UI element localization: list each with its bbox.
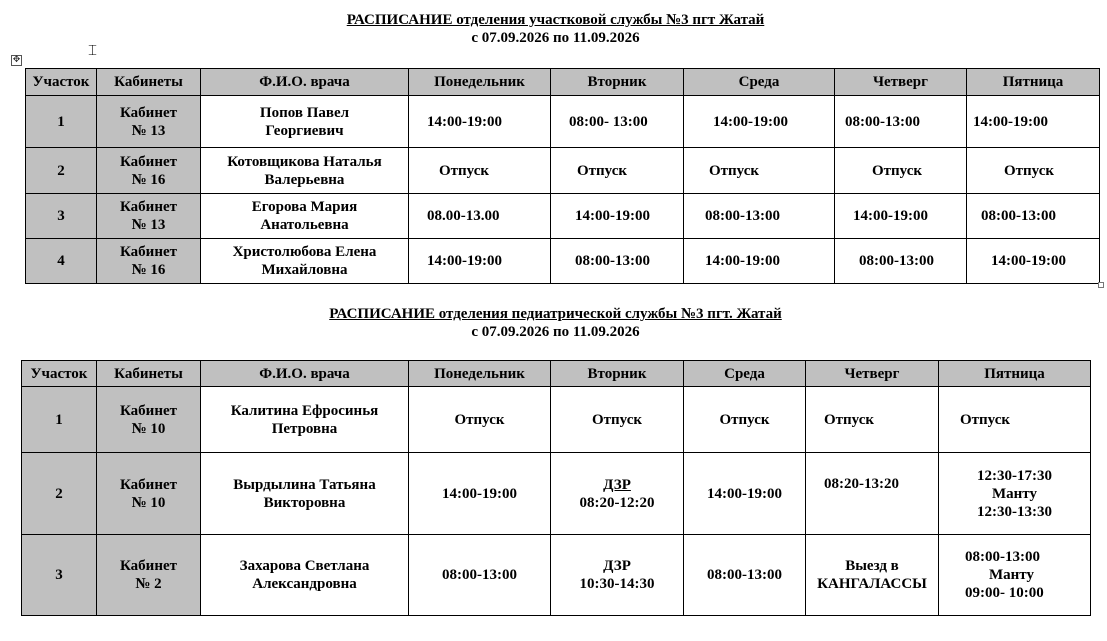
- header-doctor: Ф.И.О. врача: [201, 361, 409, 387]
- table-resize-handle-icon[interactable]: [1098, 282, 1104, 288]
- doctor-cell: Котовщикова Наталья Валерьевна: [201, 148, 409, 194]
- schedule1-title-block: [2, 11, 1107, 47]
- site-cell: 2: [22, 453, 97, 535]
- table-row: [22, 387, 1091, 453]
- monday-cell: 14:00-19:00: [409, 453, 551, 535]
- table-header-row: [22, 361, 1091, 387]
- room-cell: Кабинет № 2: [97, 535, 201, 616]
- doctor-cell: Христолюбова Елена Михайловна: [201, 239, 409, 284]
- header-monday: Понедельник: [409, 69, 551, 96]
- wednesday-cell: 08:00-13:00: [684, 535, 806, 616]
- table-row: [26, 148, 1100, 194]
- wednesday-cell: 14:00-19:00: [684, 96, 835, 148]
- doctor-cell: Калитина Ефросинья Петровна: [201, 387, 409, 453]
- tuesday-cell: Отпуск: [551, 387, 684, 453]
- doctor-cell: Захарова Светлана Александровна: [201, 535, 409, 616]
- friday-cell: 08:00-13:00 Манту 09:00- 10:00: [939, 535, 1091, 616]
- tuesday-cell: 08:00-13:00: [551, 239, 684, 284]
- header-thursday: Четверг: [835, 69, 967, 96]
- thursday-cell: 08:00-13:00: [835, 239, 967, 284]
- text-cursor-icon: ⌶: [88, 41, 98, 59]
- doctor-cell: Вырдылина Татьяна Викторовна: [201, 453, 409, 535]
- header-monday: Понедельник: [409, 361, 551, 387]
- schedule1-table: [25, 68, 1100, 284]
- table-row: [22, 535, 1091, 616]
- room-cell: Кабинет № 13: [97, 194, 201, 239]
- monday-cell: 14:00-19:00: [409, 96, 551, 148]
- header-rooms: Кабинеты: [97, 69, 201, 96]
- header-tuesday: Вторник: [551, 361, 684, 387]
- header-friday: Пятница: [939, 361, 1091, 387]
- doctor-cell: Попов Павел Георгиевич: [201, 96, 409, 148]
- friday-cell: 14:00-19:00: [967, 239, 1100, 284]
- monday-cell: Отпуск: [409, 387, 551, 453]
- header-site: Участок: [22, 361, 97, 387]
- header-thursday: Четверг: [806, 361, 939, 387]
- thursday-cell: 14:00-19:00: [835, 194, 967, 239]
- thursday-cell: 08:00-13:00: [835, 96, 967, 148]
- site-cell: 2: [26, 148, 97, 194]
- friday-cell: Отпуск: [967, 148, 1100, 194]
- header-doctor: Ф.И.О. врача: [201, 69, 409, 96]
- table-row: [26, 239, 1100, 284]
- tuesday-cell: ДЗР 10:30-14:30: [551, 535, 684, 616]
- wednesday-cell: Отпуск: [684, 387, 806, 453]
- doctor-cell: Егорова Мария Анатольевна: [201, 194, 409, 239]
- site-cell: 3: [26, 194, 97, 239]
- monday-cell: 08:00-13:00: [409, 535, 551, 616]
- table-header-row: [26, 69, 1100, 96]
- tuesday-cell: Отпуск: [551, 148, 684, 194]
- header-tuesday: Вторник: [551, 69, 684, 96]
- header-wednesday: Среда: [684, 361, 806, 387]
- schedule2-title: РАСПИСАНИЕ отделения педиатрической службы №3 пгт. Жатай: [329, 306, 782, 322]
- friday-cell: Отпуск: [939, 387, 1091, 453]
- header-rooms: Кабинеты: [97, 361, 201, 387]
- friday-cell: 12:30-17:30 Манту 12:30-13:30: [939, 453, 1091, 535]
- monday-cell: Отпуск: [409, 148, 551, 194]
- room-cell: Кабинет № 16: [97, 239, 201, 284]
- site-cell: 1: [26, 96, 97, 148]
- table-row: [26, 194, 1100, 239]
- table-row: [26, 96, 1100, 148]
- room-cell: Кабинет № 10: [97, 453, 201, 535]
- thursday-cell: Выезд в КАНГАЛАССЫ: [806, 535, 939, 616]
- tuesday-cell: 08:00- 13:00: [551, 96, 684, 148]
- thursday-cell: Отпуск: [835, 148, 967, 194]
- tuesday-cell: 14:00-19:00: [551, 194, 684, 239]
- schedule2-period: с 07.09.2026 по 11.09.2026: [471, 324, 640, 340]
- room-cell: Кабинет № 13: [97, 96, 201, 148]
- site-cell: 3: [22, 535, 97, 616]
- friday-cell: 14:00-19:00: [967, 96, 1100, 148]
- site-cell: 1: [22, 387, 97, 453]
- schedule1-period: с 07.09.2026 по 11.09.2026: [471, 30, 640, 46]
- thursday-cell: Отпуск: [806, 387, 939, 453]
- schedule2-table: [21, 360, 1091, 616]
- wednesday-cell: 08:00-13:00: [684, 194, 835, 239]
- table-move-handle-icon[interactable]: ✥: [12, 55, 21, 65]
- header-site: Участок: [26, 69, 97, 96]
- monday-cell: 08.00-13.00: [409, 194, 551, 239]
- wednesday-cell: Отпуск: [684, 148, 835, 194]
- monday-cell: 14:00-19:00: [409, 239, 551, 284]
- room-cell: Кабинет № 16: [97, 148, 201, 194]
- friday-cell: 08:00-13:00: [967, 194, 1100, 239]
- site-cell: 4: [26, 239, 97, 284]
- thursday-cell: 08:20-13:20: [806, 453, 939, 535]
- schedule2-title-block: [2, 305, 1107, 341]
- header-friday: Пятница: [967, 69, 1100, 96]
- room-cell: Кабинет № 10: [97, 387, 201, 453]
- tuesday-cell: ДЗР 08:20-12:20: [551, 453, 684, 535]
- wednesday-cell: 14:00-19:00: [684, 239, 835, 284]
- header-wednesday: Среда: [684, 69, 835, 96]
- wednesday-cell: 14:00-19:00: [684, 453, 806, 535]
- schedule1-title: РАСПИСАНИЕ отделения участковой службы №3 пгт Жатай: [346, 12, 765, 28]
- table-row: [22, 453, 1091, 535]
